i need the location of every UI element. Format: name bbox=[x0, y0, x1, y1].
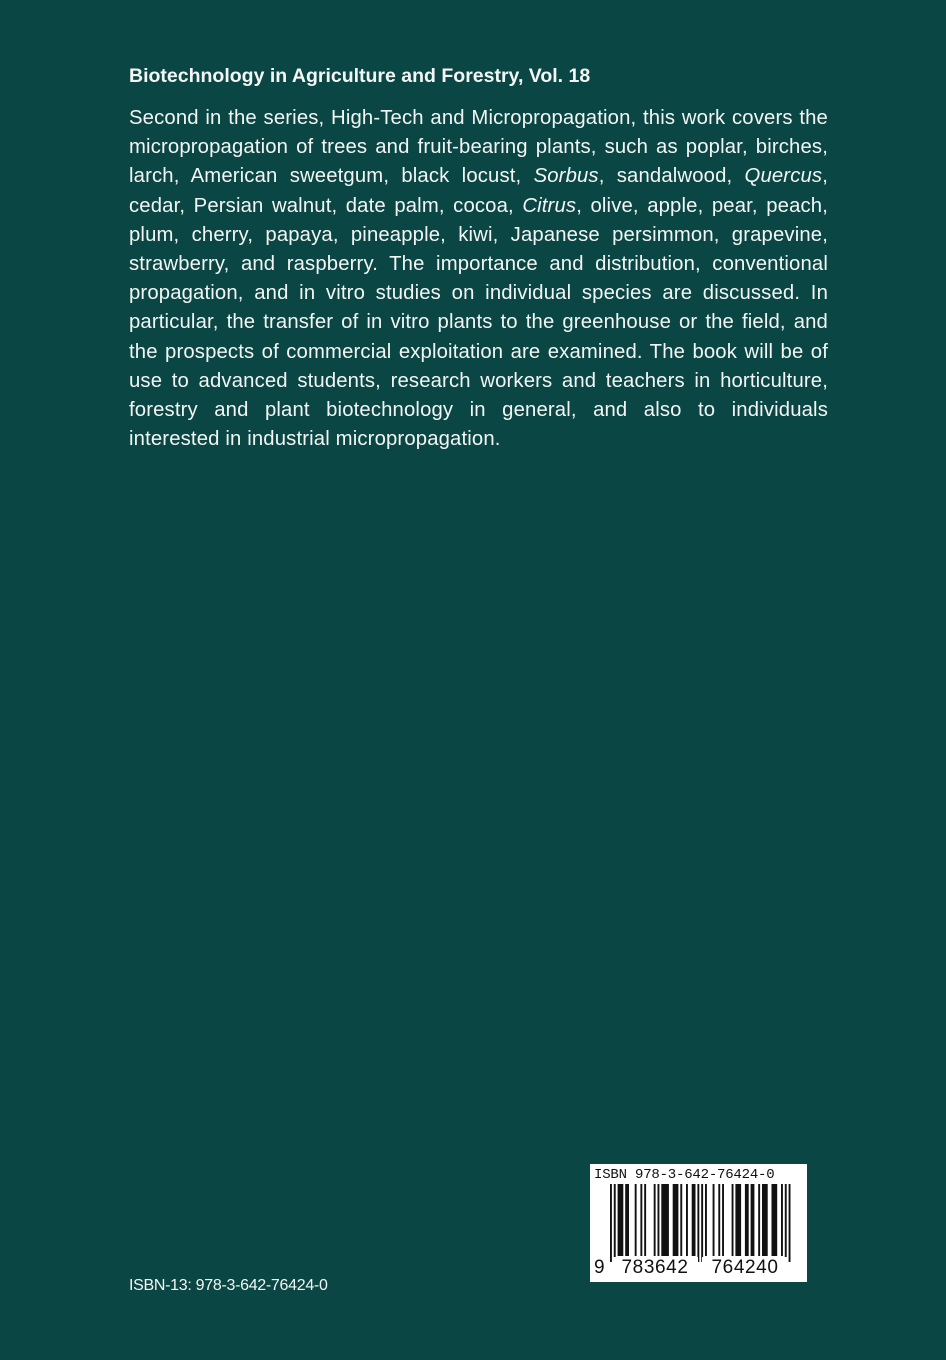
barcode-bar bbox=[735, 1184, 741, 1256]
barcode-bar bbox=[644, 1184, 646, 1256]
description-text-2: , sandalwood, bbox=[598, 165, 745, 188]
description-italic-citrus: Citrus bbox=[522, 194, 577, 217]
barcode-bar bbox=[640, 1184, 642, 1256]
barcode-bar bbox=[762, 1184, 768, 1256]
barcode-bars-graphic bbox=[590, 1184, 807, 1262]
barcode-bar bbox=[718, 1184, 720, 1256]
isbn-barcode bbox=[590, 1164, 807, 1282]
barcode-guard-bar bbox=[789, 1184, 791, 1262]
barcode-bar bbox=[625, 1184, 629, 1256]
barcode-bar bbox=[745, 1184, 749, 1256]
barcode-guard-bar bbox=[614, 1184, 616, 1262]
barcode-bar bbox=[618, 1184, 624, 1256]
barcode-isbn-text: ISBN 978-3-642-76424-0 bbox=[594, 1167, 775, 1183]
barcode-bar bbox=[781, 1184, 783, 1256]
description-text-1: Second in the series, High-Tech and Micropropagation, this work covers the micropropagation of trees and fruit-bearing plants, such as poplar, birches, larch, American sweetgum, black locust, bbox=[129, 107, 828, 188]
barcode-guard-bar bbox=[701, 1184, 703, 1262]
barcode-bar bbox=[751, 1184, 755, 1256]
description-italic-quercus: Quercus bbox=[744, 165, 823, 188]
barcode-first-digit: 9 bbox=[594, 1257, 605, 1278]
barcode-right-digits: 764240 bbox=[702, 1257, 788, 1279]
series-title: Biotechnology in Agriculture and Forestry, Vol. 18 bbox=[129, 65, 591, 87]
barcode-guard-bar bbox=[697, 1184, 699, 1262]
barcode-bar bbox=[673, 1184, 679, 1256]
barcode-bar bbox=[713, 1184, 715, 1256]
barcode-bar bbox=[772, 1184, 778, 1256]
barcode-bar bbox=[680, 1184, 682, 1256]
barcode-bar bbox=[692, 1184, 696, 1256]
barcode-bar bbox=[705, 1184, 707, 1256]
barcode-guard-bar bbox=[610, 1184, 612, 1262]
barcode-bar bbox=[635, 1184, 637, 1256]
barcode-left-digits: 783642 bbox=[612, 1257, 698, 1279]
description-text-4: , olive, apple, pear, peach, plum, cherry, papaya, pineapple, kiwi, Japanese persimmon, grapevine, strawberry, and raspberry. The importance and distribution, conventional propagation, and in vitro studies on individual species are discussed. In particular, the transfer of in vitro plants to the greenhouse or the field, and the prospects of commercial exploitation are examined. The book will be of use to advanced students, research workers and teachers in horticulture, forestry and plant biotechnology in general, and also to individuals interested in industrial micropropagation. bbox=[129, 194, 828, 451]
barcode-guard-bar bbox=[785, 1184, 787, 1262]
barcode-bar bbox=[658, 1184, 660, 1256]
description-text-3: , cedar, Persian walnut, date palm, cocoa, bbox=[129, 165, 829, 217]
barcode-bar bbox=[758, 1184, 760, 1256]
description-italic-sorbus: Sorbus bbox=[533, 165, 599, 188]
barcode-bar bbox=[654, 1184, 656, 1256]
barcode-bar bbox=[686, 1184, 688, 1256]
barcode-bar bbox=[732, 1184, 734, 1256]
barcode-bar bbox=[661, 1184, 669, 1256]
barcode-bar bbox=[722, 1184, 724, 1256]
book-description bbox=[129, 104, 828, 454]
isbn-13-label: ISBN-13: 978-3-642-76424-0 bbox=[129, 1277, 328, 1294]
